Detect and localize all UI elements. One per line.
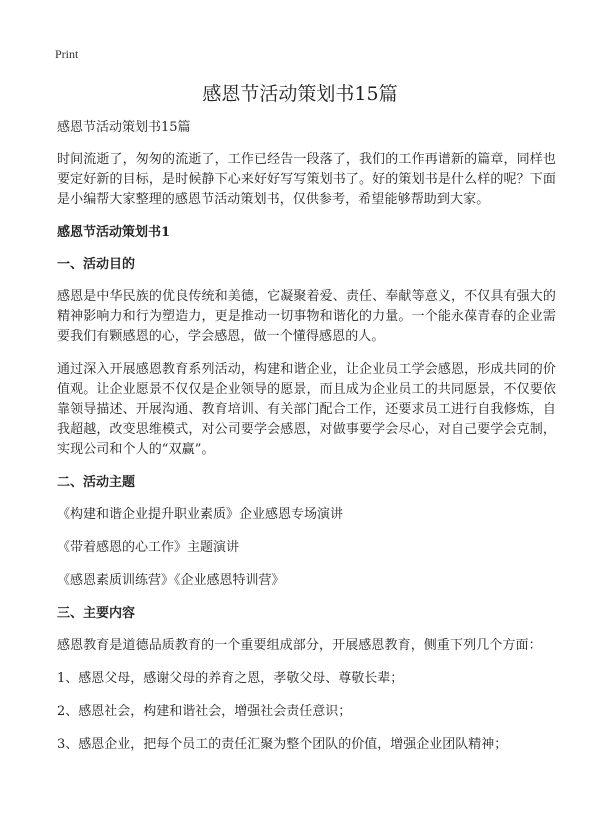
section-heading-theme: 二、活动主题 <box>57 475 136 490</box>
theme-item: 《构建和谐企业提升职业素质》企业感恩专场演讲 <box>57 507 344 522</box>
document-subtitle: 感恩节活动策划书15篇 <box>57 120 191 135</box>
content-item: 1、感恩父母，感谢父母的养育之恩，孝敬父母、尊敬长辈； <box>57 671 404 686</box>
section-heading-purpose: 一、活动目的 <box>57 257 136 272</box>
purpose-paragraph-1: 感恩是中华民族的优良传统和美德，它凝聚着爱、责任、奉献等意义，不仅具有强大的精神影响力和行为塑造力，更是推动一切事物和谐化的力量。一个能永葆青春的企业需要我们有颗感恩的心，学会感恩，做一个懂得感恩的人。 <box>57 289 556 344</box>
document-body <box>57 118 556 768</box>
purpose-paragraph-2: 通过深入开展感恩教育系列活动，构建和谐企业，让企业员工学会感恩，形成共同的价值观。让企业愿景不仅仅是企业领导的愿景，而且成为企业员工的共同愿景，不仅要依靠领导描述、开展沟通、教育培训、有关部门配合工作，还要求员工进行自我修炼，自我超越，改变思维模式，对公司要学会感恩，对做事要学会尽心，对自己要学会克制，实现公司和个人的“双赢”。 <box>57 362 556 457</box>
plan-heading: 感恩节活动策划书1 <box>57 225 171 240</box>
content-intro-paragraph: 感恩教育是道德品质教育的一个重要组成部分，开展感恩教育，侧重下列几个方面： <box>57 638 542 653</box>
content-item: 3、感恩企业，把每个员工的责任汇聚为整个团队的价值，增强企业团队精神； <box>57 737 508 752</box>
theme-item: 《带着感恩的心工作》主题演讲 <box>57 540 240 555</box>
page-title: 感恩节活动策划书15篇 <box>202 83 398 105</box>
theme-item: 《感恩素质训练营》《企业感恩特训营》 <box>57 573 285 588</box>
section-heading-content: 三、主要内容 <box>57 606 136 621</box>
print-link[interactable]: Print <box>55 47 79 61</box>
content-item: 2、感恩社会，构建和谐社会，增强社会责任意识； <box>57 704 352 719</box>
intro-paragraph: 时间流逝了，匆匆的流逝了，工作已经告一段落了，我们的工作再谱新的篇章，同样也要定好新的目标，是时候静下心来好好写写策划书了。好的策划书是什么样的呢？下面是小编帮大家整理的感恩节活动策划书，仅供参考，希望能够帮助到大家。 <box>57 152 556 207</box>
